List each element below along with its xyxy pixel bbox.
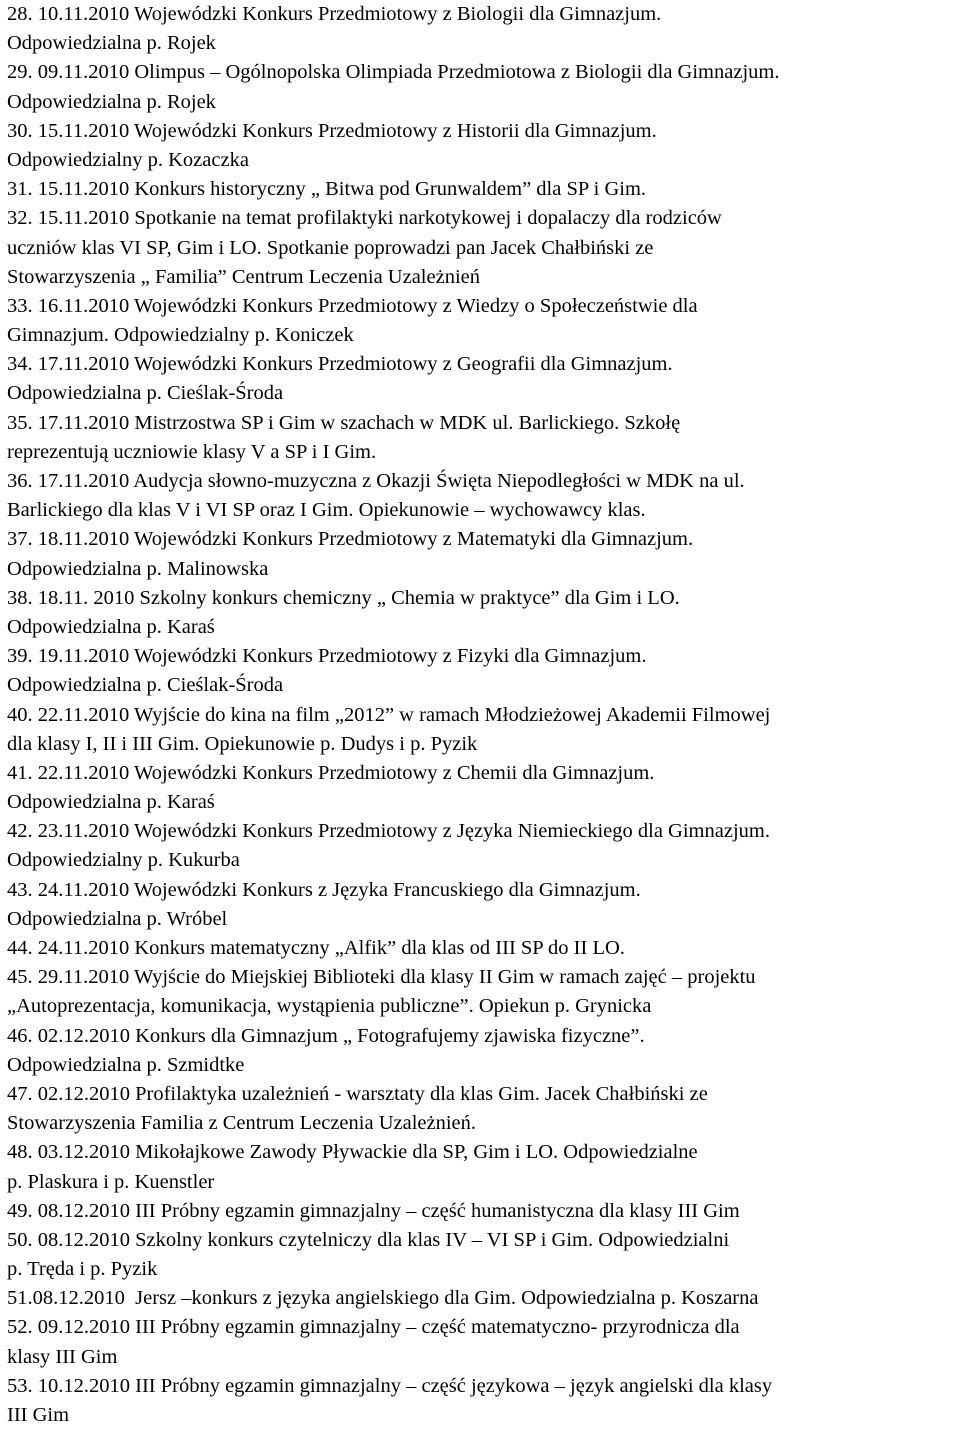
entry-line: Odpowiedzialna p. Karaś — [7, 615, 215, 638]
entry-line: klasy III Gim — [7, 1345, 118, 1368]
entry-line: Odpowiedzialna p. Karaś — [7, 791, 215, 814]
entry-line: 36. 17.11.2010 Audycja słowno-muzyczna z Okazji Święta Niepodległości w MDK na ul. — [7, 470, 745, 492]
entry-line: 34. 17.11.2010 Wojewódzki Konkurs Przedmiotowy z Geografii dla Gimnazjum. — [7, 353, 673, 376]
entry-line: Odpowiedzialna p. Rojek — [7, 32, 216, 55]
entry-line: Barlickiego dla klas V i VI SP oraz I Gim. Opiekunowie – wychowawcy klas. — [7, 499, 646, 522]
entry-line: 38. 18.11. 2010 Szkolny konkurs chemiczny „ Chemia w praktyce” dla Gim i LO. — [7, 586, 680, 609]
entry-line: 35. 17.11.2010 Mistrzostwa SP i Gim w szachach w MDK ul. Barlickiego. Szkołę — [7, 411, 681, 434]
entry-line: 50. 08.12.2010 Szkolny konkurs czytelniczy dla klas IV – VI SP i Gim. Odpowiedzialni — [7, 1228, 730, 1251]
entry-line: 40. 22.11.2010 Wyjście do kina na film „2012” w ramach Młodzieżowej Akademii Filmowej — [7, 703, 771, 726]
entry-line: 42. 23.11.2010 Wojewódzki Konkurs Przedmiotowy z Języka Niemieckiego dla Gimnazjum. — [7, 820, 770, 843]
entry-line: Odpowiedzialny p. Kukurba — [7, 849, 240, 872]
document-page — [7, 0, 957, 1430]
entry-line: „Autoprezentacja, komunikacja, wystąpienia publiczne”. Opiekun p. Grynicka — [7, 995, 652, 1018]
entry-line: 28. 10.11.2010 Wojewódzki Konkurs Przedmiotowy z Biologii dla Gimnazjum. — [7, 3, 662, 25]
entry-line: 53. 10.12.2010 III Próbny egzamin gimnazjalny – część językowa – język angielski dla klasy — [7, 1374, 773, 1397]
entry-line: uczniów klas VI SP, Gim i LO. Spotkanie poprowadzi pan Jacek Chałbiński ze — [7, 236, 654, 259]
entry-line: reprezentują uczniowie klasy V a SP i I Gim. — [7, 440, 377, 463]
entry-line: Odpowiedzialna p. Cieślak-Środa — [7, 382, 284, 405]
entry-line: Stowarzyszenia „ Familia” Centrum Leczenia Uzależnień — [7, 265, 480, 288]
entry-line: 33. 16.11.2010 Wojewódzki Konkurs Przedmiotowy z Wiedzy o Społeczeństwie dla — [7, 294, 698, 317]
entry-line: Stowarzyszenia Familia z Centrum Leczenia Uzależnień. — [7, 1112, 477, 1135]
entry-line: 37. 18.11.2010 Wojewódzki Konkurs Przedmiotowy z Matematyki dla Gimnazjum. — [7, 528, 694, 551]
entry-line: Odpowiedzialna p. Wróbel — [7, 907, 228, 930]
entry-line: p. Tręda i p. Pyzik — [7, 1258, 158, 1281]
entry-line: III Gim — [7, 1404, 70, 1426]
entry-line: 52. 09.12.2010 III Próbny egzamin gimnazjalny – część matematyczno- przyrodnicza dla — [7, 1316, 740, 1339]
entry-line: 47. 02.12.2010 Profilaktyka uzależnień - warsztaty dla klas Gim. Jacek Chałbiński ze — [7, 1082, 708, 1105]
entry-line: 41. 22.11.2010 Wojewódzki Konkurs Przedmiotowy z Chemii dla Gimnazjum. — [7, 761, 655, 784]
entry-line: Odpowiedzialna p. Szmidtke — [7, 1053, 245, 1076]
entry-line: 46. 02.12.2010 Konkurs dla Gimnazjum „ Fotografujemy zjawiska fizyczne”. — [7, 1024, 645, 1047]
entry-line: 30. 15.11.2010 Wojewódzki Konkurs Przedmiotowy z Historii dla Gimnazjum. — [7, 119, 657, 142]
entry-line: p. Plaskura i p. Kuenstler — [7, 1170, 215, 1193]
entry-line: 31. 15.11.2010 Konkurs historyczny „ Bitwa pod Grunwaldem” dla SP i Gim. — [7, 178, 647, 201]
entry-line: dla klasy I, II i III Gim. Opiekunowie p. Dudys i p. Pyzik — [7, 732, 478, 755]
entry-line: 39. 19.11.2010 Wojewódzki Konkurs Przedmiotowy z Fizyki dla Gimnazjum. — [7, 645, 647, 668]
entry-line: 32. 15.11.2010 Spotkanie na temat profilaktyki narkotykowej i dopalaczy dla rodziców — [7, 207, 722, 230]
entry-line: 43. 24.11.2010 Wojewódzki Konkurs z Języka Francuskiego dla Gimnazjum. — [7, 878, 641, 901]
entry-line: Odpowiedzialna p. Cieślak-Środa — [7, 674, 284, 697]
entry-line: 29. 09.11.2010 Olimpus – Ogólnopolska Olimpiada Przedmiotowa z Biologii dla Gimnazjum. — [7, 61, 780, 84]
entry-line: 49. 08.12.2010 III Próbny egzamin gimnazjalny – część humanistyczna dla klasy III Gim — [7, 1199, 740, 1222]
entry-line: Odpowiedzialny p. Kozaczka — [7, 148, 249, 171]
entry-line: Odpowiedzialna p. Rojek — [7, 90, 216, 113]
entry-line: 45. 29.11.2010 Wyjście do Miejskiej Biblioteki dla klasy II Gim w ramach zajęć – projektu — [7, 966, 756, 989]
entry-line: Gimnazjum. Odpowiedzialny p. Koniczek — [7, 324, 354, 347]
entry-line: Odpowiedzialna p. Malinowska — [7, 557, 269, 580]
entry-line: 44. 24.11.2010 Konkurs matematyczny „Alfik” dla klas od III SP do II LO. — [7, 937, 625, 959]
entry-line: 48. 03.12.2010 Mikołajkowe Zawody Pływackie dla SP, Gim i LO. Odpowiedzialne — [7, 1141, 698, 1164]
entry-line: 51.08.12.2010 Jersz –konkurs z języka angielskiego dla Gim. Odpowiedzialna p. Koszarna — [7, 1287, 759, 1310]
